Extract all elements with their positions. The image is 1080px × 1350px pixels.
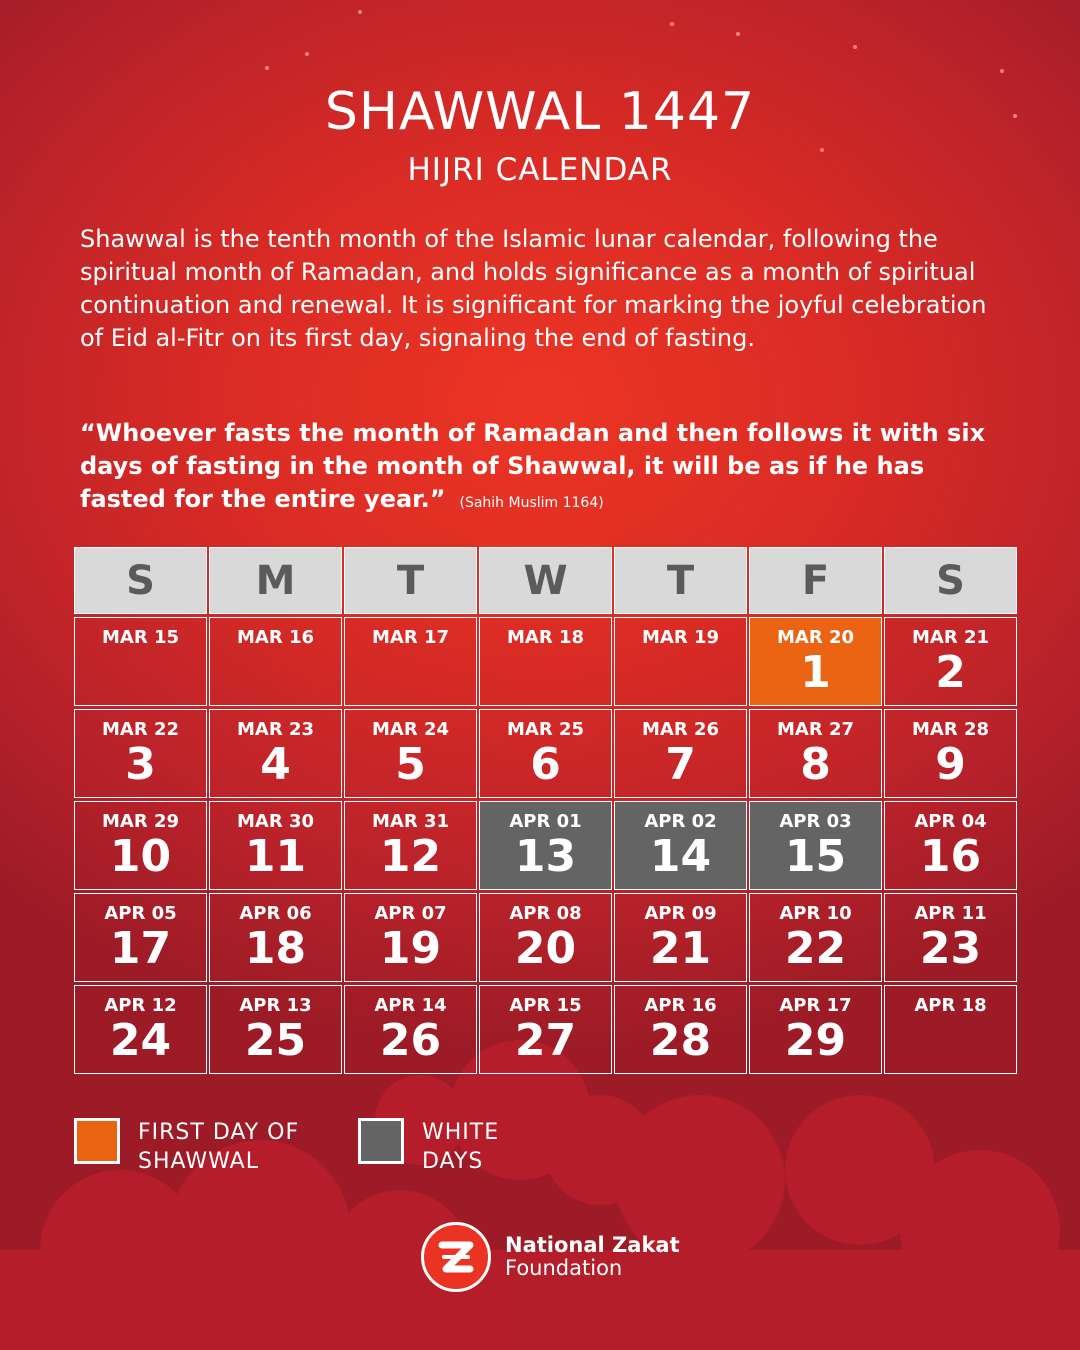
hijri-day-number: 4 (260, 739, 291, 790)
first-day-swatch (74, 1118, 120, 1164)
hijri-day-number: 25 (244, 1015, 307, 1066)
gregorian-date: APR 04 (914, 811, 987, 832)
gregorian-date: MAR 31 (371, 811, 450, 832)
gregorian-date: APR 08 (509, 903, 582, 924)
calendar-day-cell (614, 985, 747, 1074)
page-subtitle: HIJRI CALENDAR (407, 152, 673, 188)
hijri-day-number: 8 (800, 739, 831, 790)
gregorian-date: MAR 28 (911, 719, 990, 740)
hijri-day-number: 24 (109, 1015, 172, 1066)
gregorian-date: APR 07 (374, 903, 447, 924)
calendar-day-cell (344, 893, 477, 982)
logo-name: National Zakat (505, 1233, 680, 1257)
weekday-sun: S (74, 547, 207, 614)
gregorian-date: APR 06 (239, 903, 312, 924)
gregorian-date: MAR 17 (371, 627, 450, 648)
calendar-day-cell (884, 985, 1017, 1074)
hijri-day-number: 22 (784, 923, 847, 974)
calendar-day-cell (479, 617, 612, 706)
hijri-day-number: 17 (109, 923, 172, 974)
hijri-day-number: 1 (800, 647, 831, 698)
legend-first-day (74, 1118, 338, 1176)
weekday-wed: W (479, 547, 612, 614)
quote-citation: (Sahih Muslim 1164) (459, 495, 604, 511)
legend-white-days (358, 1118, 622, 1176)
hijri-day-number: 11 (244, 831, 307, 882)
gregorian-date: APR 09 (644, 903, 717, 924)
gregorian-date: APR 13 (239, 995, 312, 1016)
calendar-week-row (74, 893, 1017, 982)
hijri-day-number: 7 (665, 739, 696, 790)
calendar-day-cell (209, 985, 342, 1074)
calendar-day-cell (749, 985, 882, 1074)
calendar-day-cell (614, 709, 747, 798)
hijri-day-number: 19 (379, 923, 442, 974)
calendar-day-cell (344, 985, 477, 1074)
gregorian-date: MAR 19 (641, 627, 720, 648)
hadith-quote (80, 417, 1005, 520)
gregorian-date: MAR 26 (641, 719, 720, 740)
calendar-day-cell (479, 893, 612, 982)
gregorian-date: APR 18 (914, 995, 987, 1016)
calendar-day-cell (74, 709, 207, 798)
logo-text (505, 1234, 680, 1280)
calendar-day-cell (209, 801, 342, 890)
zakat-logo-icon (421, 1222, 491, 1292)
weekday-tue: T (344, 547, 477, 614)
hijri-day-number: 16 (919, 831, 982, 882)
first-day-label (138, 1118, 338, 1176)
white-days-label-line1: WHITE (422, 1120, 500, 1145)
gregorian-date: MAR 29 (101, 811, 180, 832)
calendar-week-row (74, 709, 1017, 798)
hijri-day-number: 9 (935, 739, 966, 790)
gregorian-date: APR 15 (509, 995, 582, 1016)
white-day-cell (749, 801, 882, 890)
calendar-day-cell (749, 893, 882, 982)
gregorian-date: MAR 21 (911, 627, 990, 648)
calendar-day-cell (479, 709, 612, 798)
gregorian-date: MAR 22 (101, 719, 180, 740)
hijri-day-number: 15 (784, 831, 847, 882)
calendar-week-row (74, 985, 1017, 1074)
gregorian-date: APR 17 (779, 995, 852, 1016)
weekday-thu: T (614, 547, 747, 614)
calendar-day-cell (479, 985, 612, 1074)
hijri-day-number: 3 (125, 739, 156, 790)
calendar-week-row (74, 801, 1017, 890)
gregorian-date: APR 14 (374, 995, 447, 1016)
hijri-day-number: 13 (514, 831, 577, 882)
white-day-cell (614, 801, 747, 890)
white-day-cell (479, 801, 612, 890)
weekday-mon: M (209, 547, 342, 614)
calendar-weeks (74, 617, 1017, 1074)
gregorian-date: APR 03 (779, 811, 852, 832)
gregorian-date: APR 05 (104, 903, 177, 924)
gregorian-date: MAR 20 (776, 627, 855, 648)
gregorian-date: MAR 27 (776, 719, 855, 740)
gregorian-date: APR 12 (104, 995, 177, 1016)
calendar-day-cell (209, 893, 342, 982)
first-day-label-line1: FIRST DAY OF (138, 1120, 300, 1145)
weekday-fri: F (749, 547, 882, 614)
calendar-day-cell (74, 801, 207, 890)
calendar-day-cell (614, 893, 747, 982)
hijri-day-number: 2 (935, 647, 966, 698)
hijri-day-number: 18 (244, 923, 307, 974)
calendar-day-cell (884, 801, 1017, 890)
intro-paragraph: Shawwal is the tenth month of the Islamic lunar calendar, following the spiritual month of Ramadan, and holds significance as a month of spiritual continuation and renewal. It is significant for marking the joyful celebration of Eid al-Fitr on its first day, signaling the end of fasting. (80, 225, 987, 352)
calendar-day-cell (74, 617, 207, 706)
logo-sub: Foundation (505, 1256, 623, 1280)
hijri-day-number: 20 (514, 923, 577, 974)
gregorian-date: MAR 18 (506, 627, 585, 648)
calendar-grid (74, 547, 1017, 1074)
hijri-day-number: 6 (530, 739, 561, 790)
gregorian-date: MAR 15 (101, 627, 180, 648)
hijri-day-number: 27 (514, 1015, 577, 1066)
hijri-day-number: 14 (649, 831, 712, 882)
gregorian-date: MAR 23 (236, 719, 315, 740)
quote-text: “Whoever fasts the month of Ramadan and then follows it with six days of fasting in the month of Shawwal, it will be as if he has fasted for the entire year.” (80, 419, 986, 513)
gregorian-date: MAR 16 (236, 627, 315, 648)
hijri-day-number: 10 (109, 831, 172, 882)
first-day-label-line2: SHAWWAL (138, 1149, 259, 1174)
hijri-day-number: 26 (379, 1015, 442, 1066)
gregorian-date: APR 10 (779, 903, 852, 924)
calendar-day-cell (884, 893, 1017, 982)
calendar-week-row (74, 617, 1017, 706)
calendar-day-cell (344, 801, 477, 890)
gregorian-date: MAR 30 (236, 811, 315, 832)
calendar-day-cell (344, 617, 477, 706)
gregorian-date: APR 01 (509, 811, 582, 832)
calendar-day-cell (209, 709, 342, 798)
nzf-logo (421, 1222, 680, 1292)
hijri-day-number: 28 (649, 1015, 712, 1066)
calendar-day-cell (209, 617, 342, 706)
hijri-day-number: 21 (649, 923, 712, 974)
hijri-day-number: 5 (395, 739, 426, 790)
calendar-day-cell (749, 709, 882, 798)
calendar-day-cell (884, 709, 1017, 798)
gregorian-date: MAR 24 (371, 719, 450, 740)
page-title: SHAWWAL 1447 (324, 82, 756, 142)
weekday-sat: S (884, 547, 1017, 614)
calendar-day-cell (74, 985, 207, 1074)
white-days-label-line2: DAYS (422, 1149, 484, 1174)
weekday-header (74, 547, 1017, 614)
calendar-day-cell (884, 617, 1017, 706)
gregorian-date: APR 02 (644, 811, 717, 832)
gregorian-date: MAR 25 (506, 719, 585, 740)
hijri-day-number: 12 (379, 831, 442, 882)
hijri-day-number: 29 (784, 1015, 847, 1066)
white-days-swatch (358, 1118, 404, 1164)
gregorian-date: APR 16 (644, 995, 717, 1016)
calendar-day-cell (344, 709, 477, 798)
calendar-day-cell (74, 893, 207, 982)
white-days-label (422, 1118, 622, 1176)
first-day-cell (749, 617, 882, 706)
gregorian-date: APR 11 (914, 903, 987, 924)
calendar-day-cell (614, 617, 747, 706)
hijri-day-number: 23 (919, 923, 982, 974)
